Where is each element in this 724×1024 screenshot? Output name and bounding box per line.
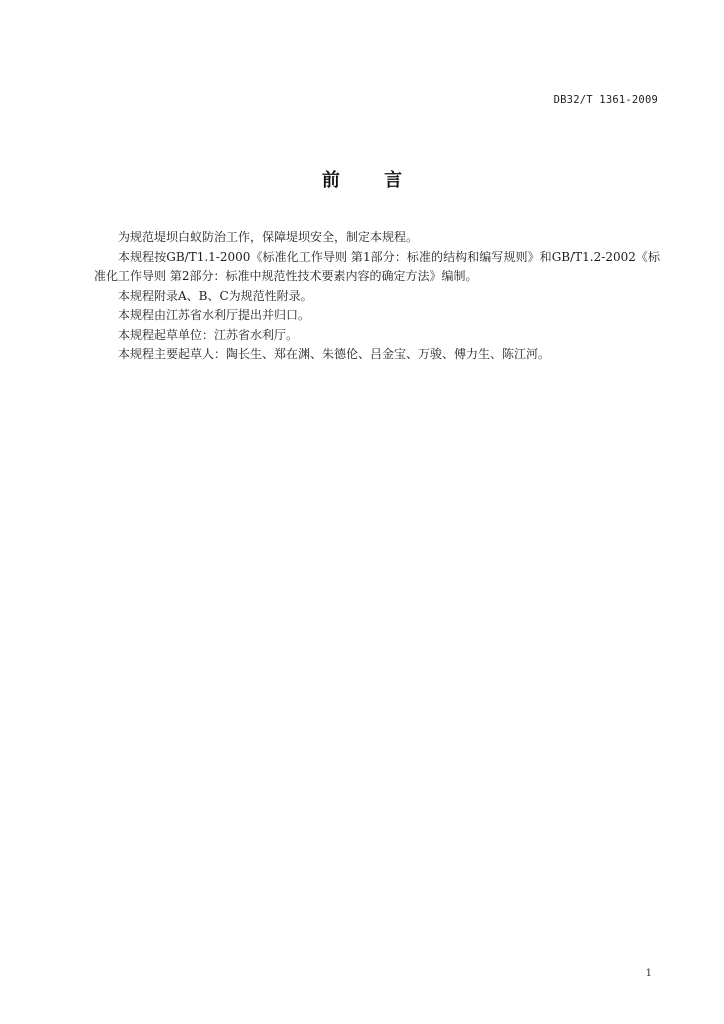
paragraph-drafting-rules: 本规程按GB/T1.1-2000《标准化工作导则 第1部分：标准的结构和编写规则》和GB/T1.2-2002《标准化工作导则 第2部分：标准中规范性技术要素内容的确定方法》编制。 bbox=[94, 249, 660, 283]
standard-number: DB32/T 1361-2009 bbox=[553, 94, 658, 106]
foreword-body bbox=[94, 228, 660, 365]
paragraph-proposer: 本规程由江苏省水利厅提出并归口。 bbox=[118, 308, 311, 322]
paragraph-drafting-unit: 本规程起草单位：江苏省水利厅。 bbox=[118, 327, 299, 342]
paragraph-drafters: 本规程主要起草人：陶长生、郑在渊、朱德伦、吕金宝、万骏、傅力生、陈江河。 bbox=[118, 347, 551, 361]
page-number: 1 bbox=[645, 968, 652, 979]
page-title: 前 言 bbox=[321, 170, 403, 191]
paragraph-appendices: 本规程附录A、B、C为规范性附录。 bbox=[118, 288, 313, 303]
paragraph-purpose: 为规范堤坝白蚁防治工作，保障堤坝安全，制定本规程。 bbox=[118, 230, 419, 244]
